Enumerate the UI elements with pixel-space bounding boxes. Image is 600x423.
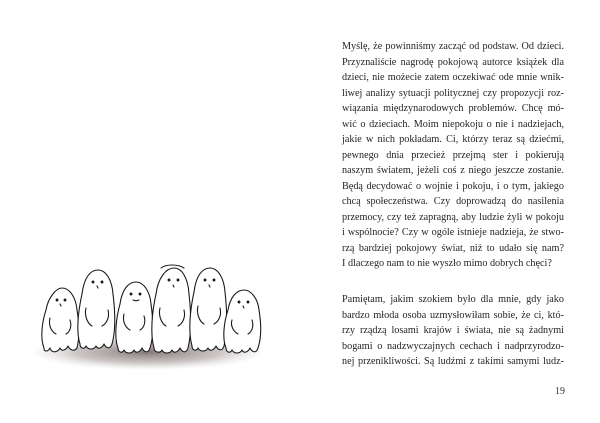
text-line: nej przenikliwości. Są ludźmi z takimi samymi ludz- — [342, 356, 564, 367]
text-line: wić o dzieciach. Moim niepokoju o nie i nadziejach, — [342, 118, 564, 130]
right-page — [300, 0, 600, 423]
ghost-children-illustration — [30, 248, 270, 388]
text-line: I dlaczego nam to nie wyszło mimo dobrych chęci? — [342, 258, 552, 269]
ghost-figure — [42, 288, 79, 352]
page-number: 19 — [555, 386, 565, 397]
ghost-figure — [152, 265, 191, 353]
text-line: i wspólnocie? Czy w ogóle istnieje nadzieja, że stwo- — [342, 227, 564, 238]
ghost-figure — [224, 290, 261, 353]
text-line: naszym światem, jeżeli coś z niego jeszcze zostanie. — [342, 165, 564, 176]
text-line: liwej analizy sytuacji politycznej czy propozycji roz- — [342, 87, 564, 99]
ghost-figure — [190, 268, 227, 351]
text-line: jakie w nich pokładam. Ci, którzy teraz są dziećmi, — [342, 134, 564, 145]
text-line: bogami o nadzwyczajnych cechach i nadprzyrodzo- — [342, 340, 564, 352]
ghost-figure — [116, 282, 153, 353]
text-line: Przyznaliście nagrodę pokojową autorce książek dla — [342, 56, 564, 68]
text-line: pewnego dnia przecież przejmą ster i pokierują — [342, 149, 564, 161]
text-line: Będą decydować o wojnie i pokoju, i o tym, jakiego — [342, 180, 564, 192]
text-line: bardzo młoda osoba uzmysłowiłam sobie, że ci, któ- — [342, 309, 564, 321]
text-line: przemocy, czy też zapragną, aby ludzie żyli w pokoju — [342, 211, 564, 223]
text-line: Pamiętam, jakim szokiem było dla mnie, gdy jako — [342, 294, 564, 305]
text-line: rzy rządzą losami krajów i świata, nie są żadnymi — [342, 325, 564, 336]
paragraph-2 — [342, 292, 564, 370]
text-line: Myślę, że powinniśmy zacząć od podstaw. Od dzieci. — [342, 41, 564, 52]
text-line: chcą społeczeństwa. Czy doprowadzą do nasilenia — [342, 196, 564, 207]
text-line: rzą bardziej pokojowy świat, niż to udało się nam? — [342, 242, 564, 254]
paragraph-1 — [342, 39, 564, 272]
ghost-figure — [78, 270, 115, 349]
text-line: dzieci, nie możecie zatem oczekiwać ode mnie wnik- — [342, 72, 564, 83]
text-line: wiązania międzynarodowych problemów. Chcę mó- — [342, 103, 564, 114]
